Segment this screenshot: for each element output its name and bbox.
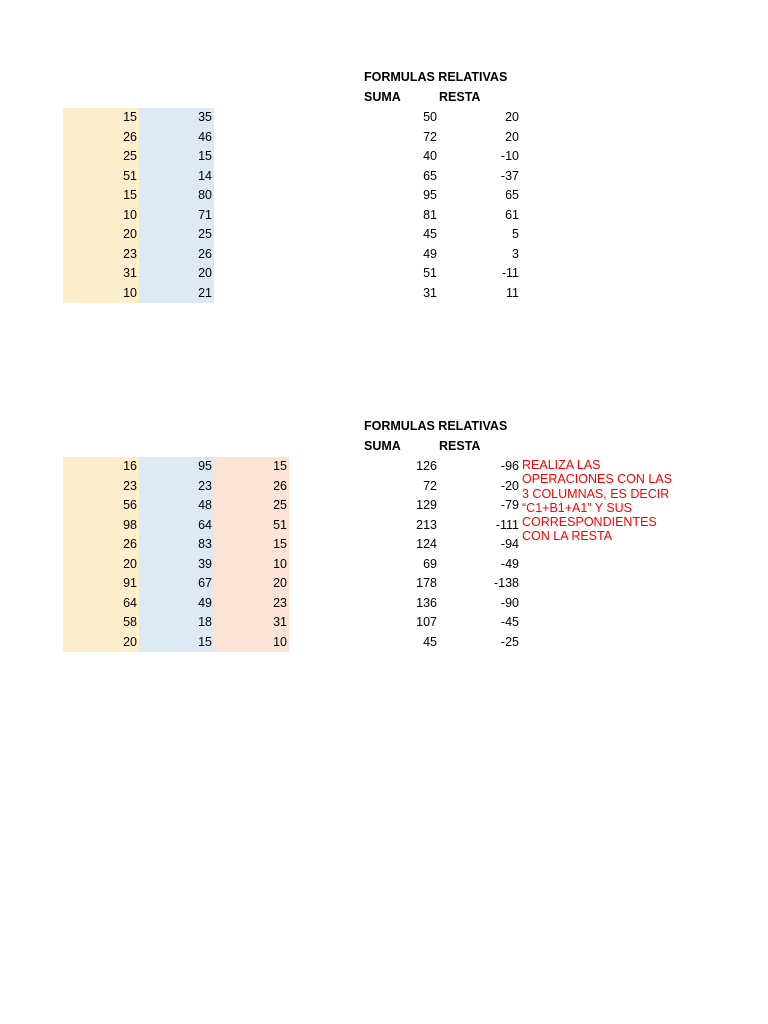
table1-col-b-cell: 25 <box>198 227 212 241</box>
table1-col-a-cell: 10 <box>123 207 137 222</box>
table2-suma-cell: 45 <box>423 634 437 649</box>
table1-suma-cell: 72 <box>423 129 437 144</box>
table1-suma-cell: 40 <box>423 149 437 163</box>
table2-resta-cell: -45 <box>500 615 519 629</box>
table1-suma-cell: 95 <box>423 188 437 202</box>
table1-col-a-cell: 15 <box>123 188 137 202</box>
table2-col-b-cell: 67 <box>198 576 212 590</box>
table2-col-a-cell: 91 <box>123 576 137 590</box>
table2-col-a-cell: 64 <box>123 595 137 610</box>
table2-instruction-note: REALIZA LAS OPERACIONES CON LAS 3 COLUMNAS, ES DECIR “C1+B1+A1” Y SUS CORRESPONDIENTES CON LA RESTA <box>522 458 673 544</box>
table2-col-b-cell: 15 <box>198 634 212 649</box>
table1-col-b-cell: 21 <box>198 285 212 300</box>
table2-header-resta: RESTA <box>439 439 481 453</box>
table2-col-b-cell: 49 <box>198 595 212 610</box>
table1-resta-cell: 3 <box>512 246 519 261</box>
table2-col-b-cell: 95 <box>198 459 212 473</box>
table2-title: FORMULAS RELATIVAS <box>364 419 508 433</box>
table2-resta-cell: -111 <box>495 517 519 532</box>
table1-resta-cell: 61 <box>505 207 519 222</box>
table2-resta-cell: -138 <box>493 576 519 590</box>
table2-col-c-cell: 31 <box>273 615 287 629</box>
table2-suma-cell: 178 <box>416 576 437 590</box>
table2-col-b-cell: 39 <box>198 556 212 571</box>
table2-col-c-cell: 15 <box>273 537 287 551</box>
table2-col-a-cell: 26 <box>123 537 137 551</box>
table1-col-b-cell: 71 <box>198 207 212 222</box>
table1-col-b-cell: 35 <box>198 110 212 124</box>
table1-suma-cell: 81 <box>423 207 437 222</box>
table1-col-b-cell: 20 <box>198 266 212 280</box>
table1-header-suma: SUMA <box>364 90 401 104</box>
table1-col-a-cell: 31 <box>123 266 137 280</box>
table2-col-c-cell: 20 <box>273 576 287 590</box>
table2-suma-cell: 124 <box>416 537 437 551</box>
table2-col-a-cell: 23 <box>123 478 137 493</box>
table1-suma-cell: 50 <box>423 110 437 124</box>
table2-col-a-cell: 16 <box>123 459 137 473</box>
table2-col-c-cell: 10 <box>273 556 287 571</box>
table1-resta-cell: 20 <box>505 110 519 124</box>
table2-resta-cell: -79 <box>500 498 519 512</box>
table2-col-b-cell: 18 <box>198 615 212 629</box>
table2-resta-cell: -90 <box>500 595 519 610</box>
table1-col-a-cell: 10 <box>123 285 137 300</box>
table2-suma-cell: 72 <box>423 478 437 493</box>
table2-suma-cell: 69 <box>423 556 437 571</box>
table1-col-b-cell: 46 <box>198 129 212 144</box>
table1-resta-cell: -10 <box>500 149 519 163</box>
table1-title: FORMULAS RELATIVAS <box>364 70 508 84</box>
table1-header-resta: RESTA <box>439 90 481 104</box>
table2-suma-cell: 126 <box>416 459 437 473</box>
table2-resta-cell: -25 <box>500 634 519 649</box>
table2-col-b-cell: 48 <box>198 498 212 512</box>
table1-resta-cell: 11 <box>506 285 519 300</box>
table2-col-a-cell: 56 <box>123 498 137 512</box>
table1-col-a-cell: 20 <box>123 227 137 241</box>
table2-col-c-cell: 26 <box>273 478 287 493</box>
table1-col-b-cell: 80 <box>198 188 212 202</box>
table1-resta-cell: 65 <box>505 188 519 202</box>
table2-col-b-cell: 64 <box>198 517 212 532</box>
table2-col-b-cell: 23 <box>198 478 212 493</box>
table2-col-c-cell: 10 <box>273 634 287 649</box>
table1-col-a-cell: 25 <box>123 149 137 163</box>
table2-resta-cell: -20 <box>500 478 519 493</box>
table1-col-a-cell: 23 <box>123 246 137 261</box>
table1-suma-cell: 45 <box>423 227 437 241</box>
table2-col-c-cell: 23 <box>273 595 287 610</box>
table2-col-a-cell: 58 <box>123 615 137 629</box>
table1-col-b-cell: 15 <box>198 149 212 163</box>
table2-col-a-cell: 20 <box>123 634 137 649</box>
table2-suma-cell: 107 <box>416 615 437 629</box>
table1-col-b-cell: 26 <box>198 246 212 261</box>
table2-col-a-cell: 20 <box>123 556 137 571</box>
table1-resta-cell: -37 <box>500 168 519 183</box>
table1-col-a-cell: 51 <box>123 168 137 183</box>
table2-col-c-cell: 25 <box>273 498 287 512</box>
table2-resta-cell: -49 <box>500 556 519 571</box>
table2-resta-cell: -94 <box>500 537 519 551</box>
table1-col-b-cell: 14 <box>198 168 212 183</box>
table1-col-a-cell: 15 <box>123 110 137 124</box>
table1-suma-cell: 51 <box>423 266 437 280</box>
table1-suma-cell: 65 <box>423 168 437 183</box>
table1-col-a-cell: 26 <box>123 129 137 144</box>
table2-col-b-cell: 83 <box>198 537 212 551</box>
table2-header-suma: SUMA <box>364 439 401 453</box>
table1-resta-cell: 5 <box>512 227 519 241</box>
table2-resta-cell: -96 <box>500 459 519 473</box>
table2-col-c-cell: 15 <box>273 459 287 473</box>
table2-suma-cell: 129 <box>416 498 437 512</box>
table2-col-c-cell: 51 <box>273 517 287 532</box>
table2-suma-cell: 213 <box>416 517 437 532</box>
table2-suma-cell: 136 <box>416 595 437 610</box>
table1-resta-cell: 20 <box>505 129 519 144</box>
table2-col-a-cell: 98 <box>123 517 137 532</box>
table1-suma-cell: 31 <box>423 285 437 300</box>
table1-suma-cell: 49 <box>423 246 437 261</box>
table1-resta-cell: -11 <box>501 266 519 280</box>
